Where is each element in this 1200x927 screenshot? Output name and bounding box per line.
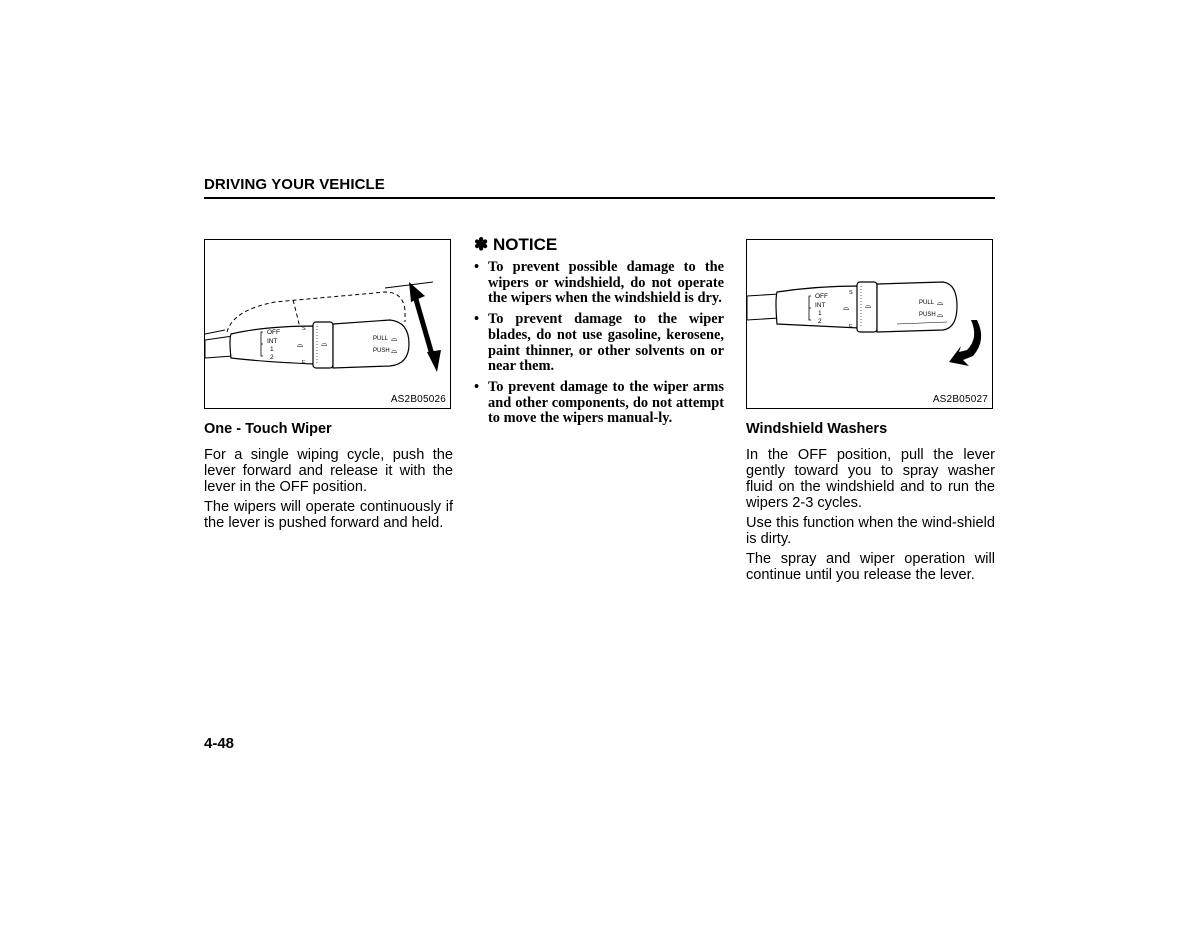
label-s: S — [849, 290, 853, 296]
label-1: 1 — [270, 346, 274, 353]
mist-wiper-icon: ⌓ — [297, 340, 304, 349]
column-line — [205, 330, 225, 334]
notice-title: ✽ NOTICE — [474, 235, 558, 254]
bullet: • — [474, 259, 480, 275]
windshield-washers-heading: Windshield Washers — [746, 421, 888, 437]
bullet: • — [474, 378, 480, 395]
notice-item — [474, 260, 724, 307]
windshield-washer-figure — [746, 239, 993, 409]
one-touch-wiper-heading: One - Touch Wiper — [204, 421, 332, 437]
wiper-icon: ⌓ — [937, 310, 944, 319]
notice-item-text: To prevent damage to the wiper blades, do not use gasoline, kerosene, paint thinner, or other solvents on or near them. — [488, 311, 724, 375]
one-touch-wiper-text — [204, 447, 453, 535]
paragraph: In the OFF position, pull the lever gently toward you to spray washer fluid on the windshield and to run the wipers 2-3 cycles. — [746, 447, 995, 511]
notice-list — [474, 260, 724, 432]
paragraph: The wipers will operate continuously if the lever is pushed forward and held. — [204, 499, 453, 531]
notice-item-text: To prevent damage to the wiper arms and other components, do not attempt to move the wipers manual-ly. — [488, 378, 724, 427]
label-push: PUSH — [919, 312, 936, 318]
label-s: S — [302, 326, 306, 332]
washer-icon: ⌓ — [937, 298, 944, 307]
header-rule — [204, 197, 995, 199]
pull-direction-arrow — [949, 320, 981, 366]
lever-stalk — [747, 294, 779, 320]
one-touch-wiper-figure — [204, 239, 451, 409]
label-pull: PULL — [919, 300, 935, 306]
bullet: • — [474, 311, 480, 328]
wiper-lever-illustration — [205, 240, 450, 408]
rear-wiper-icon: ⌓ — [321, 339, 328, 348]
label-int: INT — [267, 338, 278, 345]
wiper-icon: ⌓ — [391, 346, 398, 355]
notice-item — [474, 312, 724, 375]
label-2: 2 — [818, 318, 822, 325]
label-pull: PULL — [373, 336, 389, 342]
washer-icon: ⌓ — [391, 334, 398, 343]
label-f: F — [302, 360, 306, 366]
paragraph: For a single wiping cycle, push the lever forward and release it with the lever in the OFF position. — [204, 447, 453, 495]
lever-tip — [877, 282, 957, 332]
label-1: 1 — [818, 310, 822, 317]
label-f: F — [849, 324, 853, 330]
notice-item — [474, 380, 724, 427]
lever-tip — [333, 320, 409, 368]
rear-wiper-icon: ⌓ — [865, 301, 872, 310]
label-int: INT — [815, 302, 826, 309]
label-push: PUSH — [373, 348, 390, 354]
label-off: OFF — [267, 329, 280, 336]
label-off: OFF — [815, 293, 828, 300]
washer-lever-illustration — [747, 240, 992, 408]
paragraph: The spray and wiper operation will continue until you release the lever. — [746, 551, 995, 583]
figure-caption: AS2B05027 — [932, 394, 988, 405]
section-title: DRIVING YOUR VEHICLE — [204, 176, 385, 193]
raised-lever-joint — [293, 300, 300, 328]
windshield-washers-text — [746, 447, 995, 587]
page-number: 4-48 — [204, 735, 235, 752]
mist-wiper-icon: ⌓ — [843, 303, 850, 312]
column-edge-line — [385, 282, 433, 288]
label-2: 2 — [270, 354, 274, 361]
lever-stalk — [205, 336, 233, 358]
paragraph: Use this function when the wind-shield is dirty. — [746, 515, 995, 547]
notice-item-text: To prevent possible damage to the wipers or windshield, do not operate the wipers when the windshield is dry. — [488, 259, 724, 307]
figure-caption: AS2B05026 — [390, 394, 446, 405]
push-direction-arrow — [409, 282, 441, 372]
